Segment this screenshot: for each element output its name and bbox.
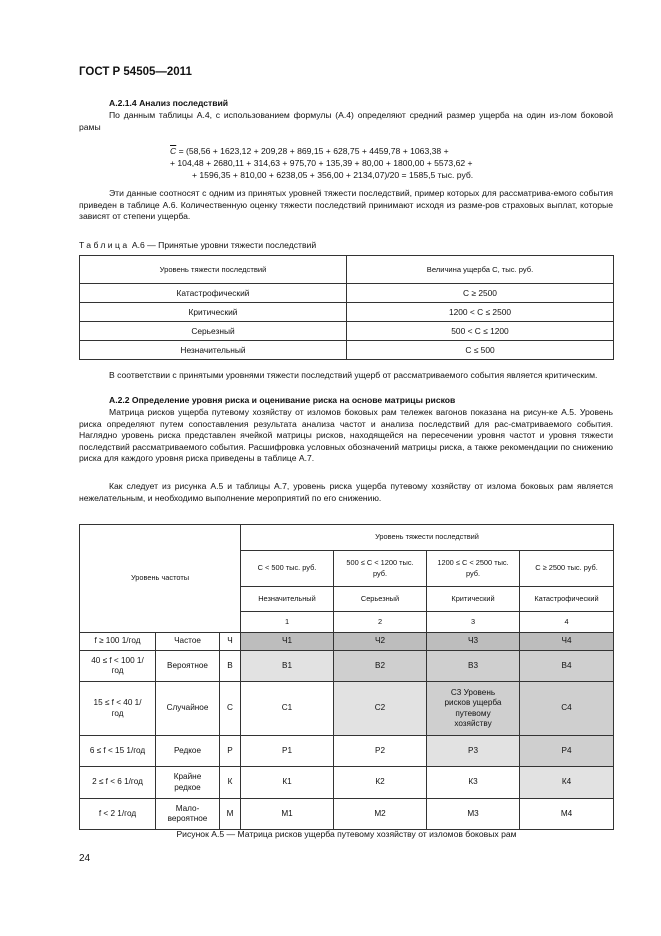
table-row (80, 284, 614, 303)
matrix-cell: Р4 (520, 736, 614, 767)
table-a6-caption (79, 240, 316, 250)
risk-matrix (79, 524, 614, 830)
table-a6-level: Серьезный (80, 322, 347, 341)
matrix-row-frequency: 40 ≤ f < 100 1/год (80, 651, 156, 682)
paragraph-a22-matrix: Матрица рисков ущерба путевому хозяйству от изломов боковых рам тележек вагонов показана на рисун-ке А.5. Уровень риска определяют путем сопоставления результата анализа частот и анализа последствий для рас-сматриваемого события. Наглядно уровень риска представлен ячейкой матрицы рисков, находящейся на пересечении уровня частот и уровня тяжести последствий рассматриваемого события. Расшифровка условных обозначений матрицы риска, а также рекомендации по снижению риска для каждого уровня риска приведены в таблице А.7. (79, 407, 613, 463)
matrix-cell: С2 (334, 682, 427, 736)
matrix-row-frequency: f < 2 1/год (80, 799, 156, 830)
matrix-col-range: 500 ≤ С < 1200 тыс. руб. (334, 551, 427, 587)
formula-line-3: + 1596,35 + 810,00 + 6238,05 + 356,00 + 2134,07)/20 = 1585,5 тыс. руб. (192, 170, 474, 180)
matrix-header-row (80, 525, 614, 551)
paragraph-a214-intro: По данным таблицы А.4, с использованием формулы (А.4) определяют средний размер ущерба на один из-лом боковой рамы (79, 110, 613, 132)
table-a6-value: С ≤ 500 (347, 341, 614, 360)
matrix-row-label: Частое (156, 633, 220, 651)
matrix-col-range: 1200 ≤ С < 2500 тыс. руб. (427, 551, 520, 587)
table-row (80, 682, 614, 736)
table-a6-level: Катастрофический (80, 284, 347, 303)
matrix-cell: М4 (520, 799, 614, 830)
matrix-row-code: К (220, 767, 241, 799)
matrix-cell: В1 (241, 651, 334, 682)
matrix-row-frequency: 2 ≤ f < 6 1/год (80, 767, 156, 799)
matrix-row-code: Р (220, 736, 241, 767)
matrix-cell: Ч4 (520, 633, 614, 651)
matrix-col-name: Катастрофический (520, 587, 614, 612)
matrix-row-frequency: 15 ≤ f < 40 1/год (80, 682, 156, 736)
matrix-row-label: Крайне редкое (156, 767, 220, 799)
page-number: 24 (79, 853, 91, 864)
table-row (80, 322, 614, 341)
document-header: ГОСТ Р 54505—2011 (79, 66, 192, 78)
paragraph-a22-conclusion: Как следует из рисунка А.5 и таблицы А.7, уровень риска ущерба путевому хозяйству от излома боковых рам является нежелательным, и необходимо выполнение мероприятий по его снижению. (79, 481, 613, 503)
matrix-cell: Ч3 (427, 633, 520, 651)
matrix-row-code: М (220, 799, 241, 830)
table-a6-level: Критический (80, 303, 347, 322)
figure-caption: Рисунок А.5 — Матрица рисков ущерба путевому хозяйству от изломов боковых рам (176, 829, 517, 839)
matrix-col-num: 4 (520, 612, 614, 633)
matrix-col-range: С ≥ 2500 тыс. руб. (520, 551, 614, 587)
matrix-row-frequency: 6 ≤ f < 15 1/год (80, 736, 156, 767)
table-row (80, 736, 614, 767)
formula-symbol: $\overline{C}$ (170, 146, 177, 156)
paragraph-a214-severity: Эти данные соотносят с одним из принятых уровней тяжести последствий, пример которых для рассматрива-емого события приведен в таблице А.6. Количественную оценку тяжести последствий принимают исходя из разме-ров страховых выплат, которые зависят от степени ущерба. (79, 188, 613, 221)
matrix-row-code: В (220, 651, 241, 682)
table-a6-caption-text: А.6 — Принятые уровни тяжести последствий (129, 240, 317, 250)
table-a6-col-level: Уровень тяжести последствий (80, 256, 347, 284)
section-heading-a214: А.2.1.4 Анализ последствий (109, 98, 229, 108)
matrix-cell: К3 (427, 767, 520, 799)
table-a6-level: Незначительный (80, 341, 347, 360)
matrix-cell: В3 (427, 651, 520, 682)
matrix-row-label: Вероятное (156, 651, 220, 682)
matrix-col-range: С < 500 тыс. руб. (241, 551, 334, 587)
matrix-cell: М1 (241, 799, 334, 830)
matrix-cell: М2 (334, 799, 427, 830)
paragraph-critical: В соответствии с принятыми уровнями тяжести последствий ущерб от рассматриваемого события является критическим. (109, 370, 598, 380)
matrix-cell-current-risk: С3 Уровень рисков ущерба путевому хозяйству (427, 682, 520, 736)
matrix-cell: В2 (334, 651, 427, 682)
table-a6-value: С ≥ 2500 (347, 284, 614, 303)
matrix-col-name: Критический (427, 587, 520, 612)
table-a6-value: 1200 < С ≤ 2500 (347, 303, 614, 322)
table-a6 (79, 255, 614, 360)
matrix-row-code: С (220, 682, 241, 736)
matrix-col-name: Серьезный (334, 587, 427, 612)
matrix-severity-header: Уровень тяжести последствий (241, 525, 614, 551)
formula-line-2: + 104,48 + 2680,11 + 314,63 + 975,70 + 135,39 + 80,00 + 1800,00 + 5573,62 + (170, 158, 473, 168)
matrix-cell: К2 (334, 767, 427, 799)
section-heading-a22: А.2.2 Определение уровня риска и оценивание риска на основе матрицы рисков (109, 395, 456, 405)
matrix-cell: Р2 (334, 736, 427, 767)
matrix-col-num: 1 (241, 612, 334, 633)
table-a6-caption-word: Таблица (79, 240, 130, 250)
matrix-cell: С1 (241, 682, 334, 736)
matrix-row-label: Случайное (156, 682, 220, 736)
matrix-cell: К1 (241, 767, 334, 799)
table-a6-header-row (80, 256, 614, 284)
table-a6-col-value: Величина ущерба С, тыс. руб. (347, 256, 614, 284)
matrix-col-name: Незначительный (241, 587, 334, 612)
matrix-cell: Ч1 (241, 633, 334, 651)
matrix-cell: Р3 (427, 736, 520, 767)
table-row (80, 341, 614, 360)
matrix-cell: М3 (427, 799, 520, 830)
table-row (80, 651, 614, 682)
matrix-cell: С4 (520, 682, 614, 736)
matrix-cell: К4 (520, 767, 614, 799)
matrix-col-num: 2 (334, 612, 427, 633)
matrix-cell: Ч2 (334, 633, 427, 651)
matrix-col-num: 3 (427, 612, 520, 633)
matrix-row-code: Ч (220, 633, 241, 651)
matrix-row-label: Мало-вероятное (156, 799, 220, 830)
matrix-row-label: Редкое (156, 736, 220, 767)
table-row (80, 799, 614, 830)
matrix-frequency-header: Уровень частоты (80, 525, 241, 633)
matrix-cell: В4 (520, 651, 614, 682)
table-row (80, 633, 614, 651)
matrix-cell: Р1 (241, 736, 334, 767)
table-row (80, 767, 614, 799)
table-row (80, 303, 614, 322)
formula-line-1: = (58,56 + 1623,12 + 209,28 + 869,15 + 628,75 + 4459,78 + 1063,38 + (176, 146, 449, 156)
formula-block (150, 145, 570, 181)
table-a6-value: 500 < С ≤ 1200 (347, 322, 614, 341)
matrix-row-frequency: f ≥ 100 1/год (80, 633, 156, 651)
